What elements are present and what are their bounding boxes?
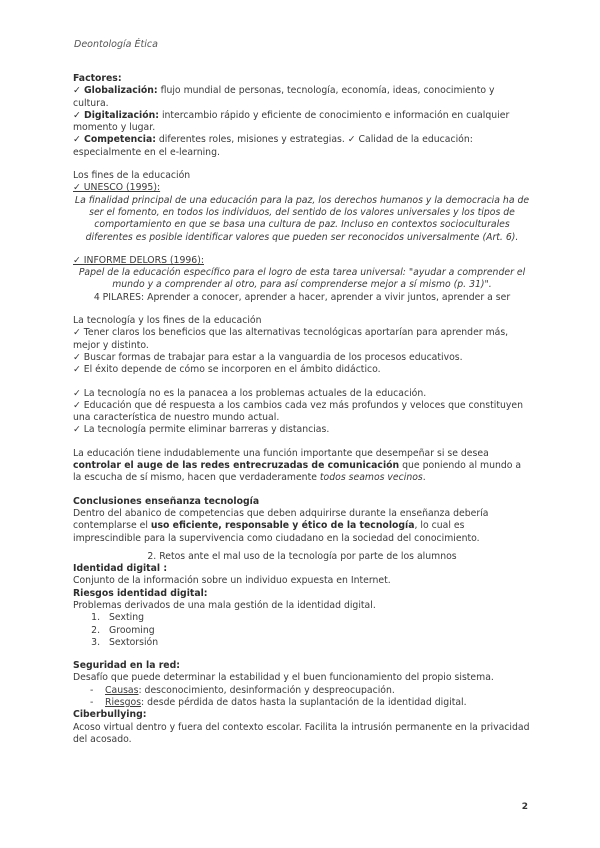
list-item: - Riesgos: desde pérdida de datos hasta la suplantación de la identidad digital. <box>73 697 531 709</box>
list-item: - Causas: desconocimiento, desinformación y despreocupación. <box>73 685 531 697</box>
tecnologia-title: La tecnología y los fines de la educación <box>73 315 262 327</box>
factores-title: Factores: <box>73 73 122 84</box>
delors-quote: Papel de la educación específico para el logro de esta tarea universal: "ayudar a comprender el mundo y a comprender al otro, para así comprenderse mejor a sí mismo (p. 31)". <box>78 267 526 291</box>
unesco-label: ✓ UNESCO (1995): <box>73 182 161 194</box>
delors-label: ✓ INFORME DELORS (1996): <box>73 254 204 266</box>
page-header: Deontología Ética <box>74 39 158 50</box>
list-item: 3. Sextorsión <box>103 637 531 649</box>
riesgos-title: Riesgos identidad digital: <box>73 587 208 599</box>
tecnologia-item: ✓ La tecnología permite eliminar barreras y distancias. <box>73 424 330 436</box>
seguridad-title: Seguridad en la red: <box>73 660 180 672</box>
factor-globalizacion: ✓ Globalización: flujo mundial de personas, tecnología, economía, ideas, conocimiento y cultura. <box>73 85 495 109</box>
list-item: 2. Grooming <box>103 625 531 637</box>
seguridad-text: Desafío que puede determinar la estabilidad y el buen funcionamiento del propio sistema. <box>73 672 494 684</box>
page-content <box>73 73 531 746</box>
conclusiones-text: Dentro del abanico de competencias que deben adquirirse durante la enseñanza debería contemplarse el uso eficiente, responsable y ético de la tecnología, lo cual es imprescindible para la supervivencia como ciudadano en la sociedad del conocimiento. <box>73 507 489 544</box>
tecnologia-item: ✓ El éxito depende de cómo se incorporen en el ámbito didáctico. <box>73 364 381 376</box>
identidad-title: Identidad digital : <box>73 563 168 575</box>
conclusiones-title: Conclusiones enseñanza tecnología <box>73 495 260 507</box>
fines-title: Los fines de la educación <box>73 170 191 182</box>
retos-heading: 2. Retos ante el mal uso de la tecnología por parte de los alumnos <box>147 550 457 562</box>
tecnologia-item: ✓ Educación que dé respuesta a los cambios cada vez más profundos y veloces que constituyen una característica de nuestro mundo actual. <box>73 399 523 424</box>
riesgos-list <box>73 612 531 649</box>
factor-digitalizacion: ✓ Digitalización: intercambio rápido y eficiente de conocimiento e información en cualquier momento y lugar. <box>73 109 510 134</box>
tecnologia-item: ✓ La tecnología no es la panacea a los problemas actuales de la educación. <box>73 387 427 399</box>
factor-competencia: ✓ Competencia: diferentes roles, misiones y estrategias. ✓ Calidad de la educación: especialmente en el e-learning. <box>73 134 473 158</box>
riesgos-text: Problemas derivados de una mala gestión de la identidad digital. <box>73 599 376 611</box>
ciberbullying-text: Acoso virtual dentro y fuera del contexto escolar. Facilita la intrusión permanente en la privacidad del acosado. <box>73 721 530 745</box>
page-number: 2 <box>521 802 528 812</box>
unesco-quote: La finalidad principal de una educación para la paz, los derechos humanos y la democracia ha de ser el fomento, en todos los individuos, del sentido de los valores universales y los tipos de comportamiento en que se basa una cultura de paz. Incluso en contextos socioculturales diferentes es posible identificar valores que pueden ser reconocidos universalmente (Art. 6). <box>74 194 530 243</box>
tecnologia-item: ✓ Tener claros los beneficios que las alternativas tecnológicas aportarían para aprender más, mejor y distinto. <box>73 327 509 351</box>
educacion-paragraph: La educación tiene indudablemente una función importante que desempeñar si se desea controlar el auge de las redes entrecruzadas de comunicación que poniendo al mundo a la escucha de sí mismo, hacen que verdaderamente todos seamos vecinos. <box>73 447 522 484</box>
pilares-text: 4 PILARES: Aprender a conocer, aprender a hacer, aprender a vivir juntos, aprender a ser <box>93 291 511 303</box>
identidad-text: Conjunto de la información sobre un individuo expuesta en Internet. <box>73 575 391 587</box>
ciberbullying-title: Ciberbullying: <box>73 709 147 721</box>
tecnologia-item: ✓ Buscar formas de trabajar para estar a la vanguardia de los procesos educativos. <box>73 351 463 363</box>
list-item: 1. Sexting <box>103 612 531 624</box>
seguridad-list <box>73 685 531 710</box>
